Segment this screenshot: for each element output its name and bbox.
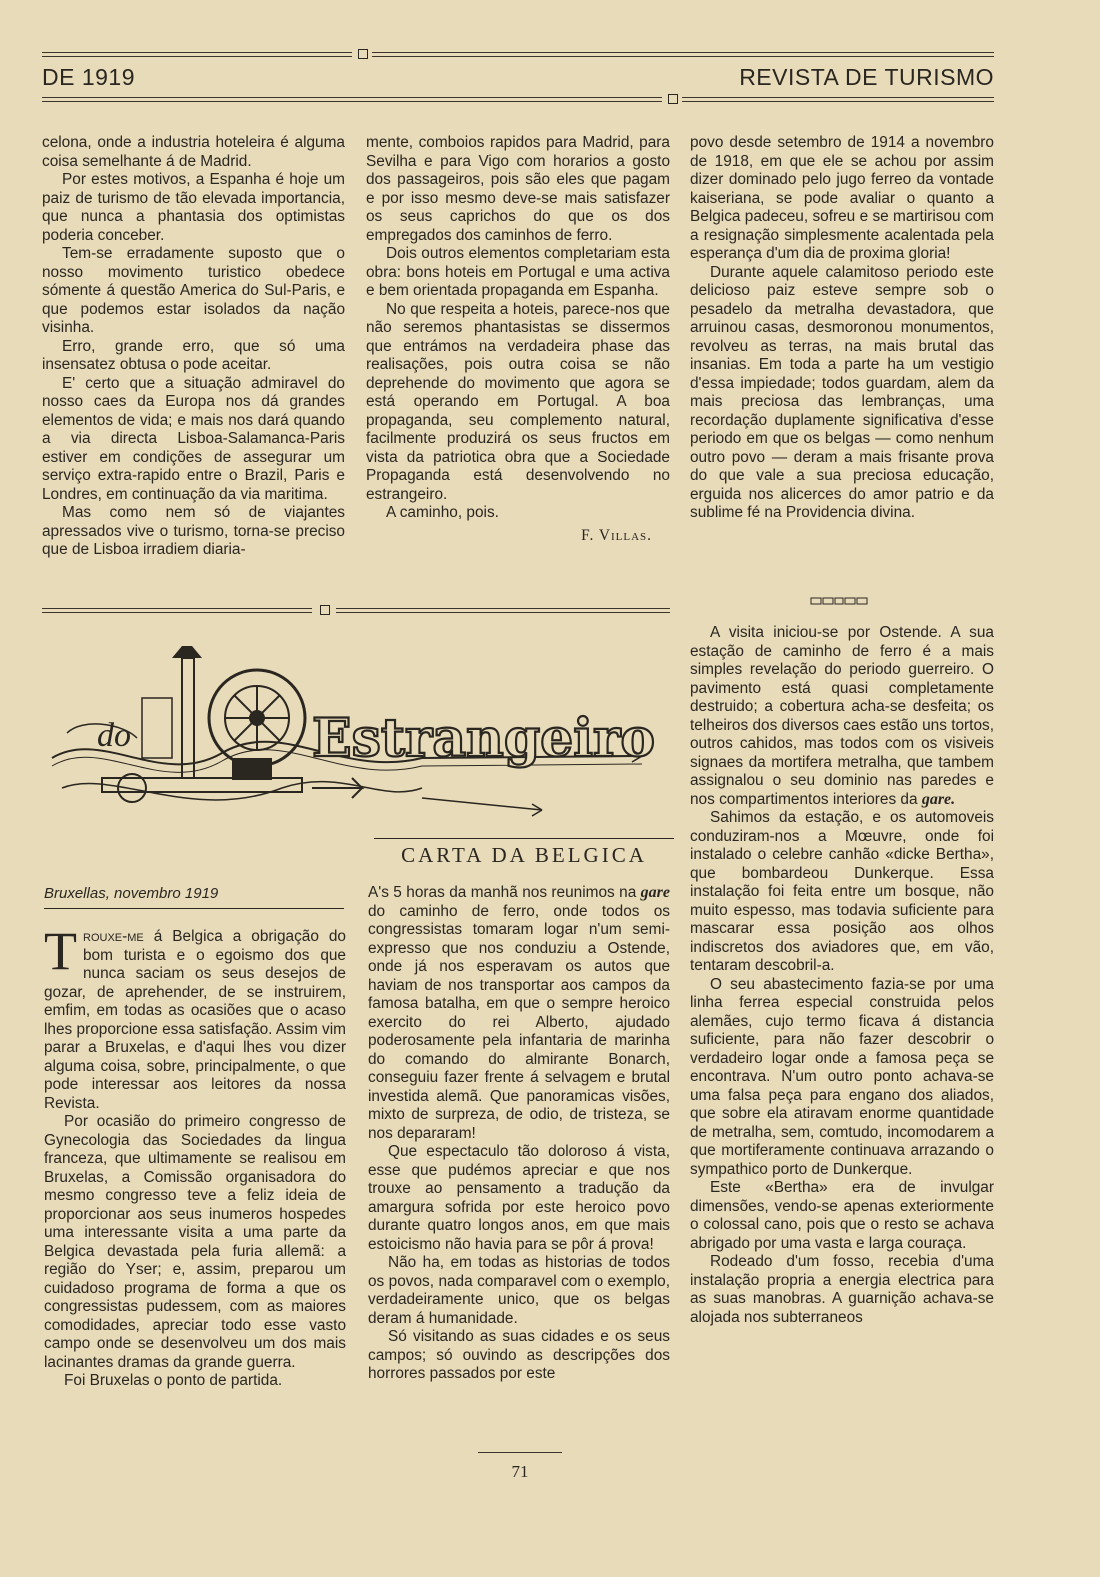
- column-3-bottom: [690, 624, 994, 1327]
- section-ornament: [320, 605, 330, 615]
- header-date: DE 1919: [42, 64, 136, 90]
- paragraph: [368, 884, 670, 1143]
- paragraph: Tem-se erradamente suposto que o nosso movimento turistico obedece sómente á questão America do Sul-Paris, e que podemos estar isolados da nação visinha.: [42, 245, 345, 336]
- column-2-bottom: [368, 884, 670, 1384]
- dateline: Bruxellas, novembro 1919: [44, 885, 344, 909]
- header-top-rule-right: [372, 52, 994, 57]
- paragraph: povo desde setembro de 1914 a novembro de 1918, em que ele se achou por assim dizer dominado pelo jugo ferreo da vontade kaiseriana, se pode avaliar o quanto a Belgica padeceu, sofreu e se martirisou com a resignação simplesmente acalentada pela esperança d'um dia de proxima gloria!: [690, 134, 994, 262]
- banner-illustration: [42, 638, 672, 828]
- paragraph: Dois outros elementos completariam esta obra: bons hoteis em Portugal e uma activa e bem orientada propaganda em Espanha.: [366, 245, 670, 299]
- paragraph: Que espectaculo tão doloroso á vista, esse que pudémos apreciar e que nos trouxe ao pensamento a tradução da amargura sofrida por este heroico povo durante quatro longos anos, em que mais estoicismo não havia para se pôr á prova!: [368, 1143, 670, 1253]
- banner-small-text: do: [97, 717, 131, 754]
- footer-rule: [478, 1452, 562, 1453]
- emphasis: gare: [640, 884, 670, 901]
- paragraph-text: A's 5 horas da manhã nos reunimos na: [368, 884, 641, 901]
- header-magazine-title: REVISTA DE TURISMO: [739, 64, 994, 90]
- paragraph: [44, 921, 346, 1113]
- author-signature: F. Villas.: [581, 526, 652, 544]
- column-1-top: [42, 134, 345, 560]
- paragraph: Por ocasião do primeiro congresso de Gynecologia das Sociedades da lingua franceza, que ultimamente se realisou em Bruxelas, a Comissão organisadora do mesmo congresso teve a feliz ideia de proporcionar aos seus inumeros hospedes uma interessante visita a uma parte da Belgica devastada pela furia allemã: a região do Yser; e, assim, preparou um cuidadoso programa de forma a que os congressistas pudessem, com as maiores comodidades, apreciar todo esse vasto campo onde se desenvolveu um dos mais lacinantes dramas da grande guerra.: [44, 1113, 346, 1371]
- paragraph: O seu abastecimento fazia-se por uma linha ferrea especial construida pelos alemães, cujo termo ficava á distancia suficiente, para não fazer descobrir o verdadeiro logar onde a famosa peça se encontrava. N'um outro ponto achava-se uma falsa peça para engano dos aliados, que sobre ela atiravam enorme quantidade de metralha, sem, comtudo, incomodarem a que mortiferamente continuava arrazando o sympathico porto de Dunkerque.: [690, 975, 994, 1178]
- paragraph-text: A visita iniciou-se por Ostende. A sua estação de caminho de ferro é a mais simples revelação do periodo guerreiro. O pavimento está quasi completamente destruido; a cobertura acha-se desfeita; os telheiros dos diversos caes estão uns tortos, outros cahidos, mas todos com os visiveis signaes da mortifera metralha, que tambem assignalou o seu dominio nas paredes e nos compartimentos interiores da: [690, 624, 994, 808]
- paragraph: Durante aquele calamitoso periodo este delicioso paiz esteve sempre sob o pesadelo da metralha devastadora, que arruinou casas, desmoronou monumentos, revolveu as terras, na mais brutal das insanias. Em toda a parte ha um vestigio d'essa impiedade; todos guardam, alem da mais preciosa das lembranças, uma recordação duplamente significativa d'esse periodo em que os belgas — como nenhum outro povo — deram a mais frisante prova do que vale a sua preciosa educação, erguida nos alicerces do amor patrio e da sublime fé na Providencia divina.: [690, 263, 994, 521]
- paragraph: Rodeado d'um fosso, recebia d'uma instalação propria a energia electrica para as suas manobras. A guarnição achava-se alojada nos subterraneos: [690, 1253, 994, 1326]
- paragraph: [690, 624, 994, 809]
- header-ornament: [358, 49, 368, 59]
- paragraph: Só visitando as suas cidades e os seus campos; só ouvindo as descripções dos horrores passados por este: [368, 1328, 670, 1382]
- paragraph: Sahimos da estação, e os automoveis conduziram-nos a Mœuvre, onde foi instalado o celebre canhão «dicke Bertha», que bombardeou Dunkerque. Essa instalação foi feita entre um bosque, não muito espesso, mas todavia suficiente para mascarar essa posição aos olhos indiscretos dos aviadores que, em vão, tentaram descobril-a.: [690, 809, 994, 974]
- paragraph: Foi Bruxelas o ponto de partida.: [64, 1372, 283, 1389]
- column-3-top: [690, 134, 994, 523]
- paragraph: Mas como nem só de viajantes apressados vive o turismo, torna-se preciso que de Lisboa irradiem diaria-: [42, 504, 345, 558]
- banner-title: Estrangeiro: [312, 708, 656, 769]
- paragraph: A caminho, pois.: [386, 504, 499, 521]
- paragraph: Não ha, em todas as historias de todos os povos, nada comparavel com o exemplo, verdadeiramente unico, que os belgas deram á humanidade.: [368, 1254, 670, 1327]
- emphasis: gare.: [921, 790, 956, 808]
- page-number: 71: [511, 1462, 529, 1481]
- lead-small-caps: rouxe-me: [83, 928, 144, 945]
- paragraph: celona, onde a industria hoteleira é alguma coisa semelhante á de Madrid.: [42, 134, 345, 170]
- paragraph: E' certo que a situação admiravel do nosso caes da Europa nos dá grandes elementos de vida; e mais nos dará quando a via directa Lisboa-Salamanca-Paris estiver em condições de assegurar um serviço extra-rapido entre o Brazil, Paris e Londres, em continuação da via maritima.: [42, 374, 345, 503]
- paragraph: mente, comboios rapidos para Madrid, para Sevilha e para Vigo com horarios a gosto dos passageiros, pois são eles que pagam e por isso mesmo deve-se mais satisfazer os seus caprichos do que os dos empregados dos caminhos de ferro.: [366, 134, 670, 244]
- paragraph-text: á Belgica a obrigação do bom turista e o egoismo dos que nunca saciam os seus desejos de gozar, de aprehender, de se instruirem, emfim, em todas as ocasiões que o acaso lhes proporcione essa satisfação. Assim vim parar a Bruxelas, e d'aqui lhes vou dizer alguma coisa, sobre, principalmente, o que pode interessar aos leitores da nossa Revista.: [44, 928, 346, 1112]
- header-bottom-rule-right: [682, 97, 994, 102]
- paragraph: Por estes motivos, a Espanha é hoje um paiz de turismo de tão elevada importancia, que nunca a phantasia dos optimistas poderia conceber.: [42, 171, 345, 244]
- column-ornament: [810, 596, 870, 609]
- header-bottom-rule: [42, 97, 662, 102]
- column-2-top: [366, 134, 670, 545]
- header-top-rule: [42, 52, 352, 57]
- section-title: CARTA DA BELGICA: [374, 838, 674, 868]
- section-rule-left: [42, 608, 312, 613]
- drop-cap: T: [44, 921, 77, 981]
- paragraph: Este «Bertha» era de invulgar dimensões, vendo-se apenas exteriormente o colossal cano, pois que o resto se achava abrigado por uma vasta e larga couraça.: [690, 1179, 994, 1252]
- paragraph: No que respeita a hoteis, parece-nos que não seremos phantasistas se dissermos que entrámos na verdadeira phase das realisações, pois outra coisa se não deprehende do movimento que agora se está operando em Portugal. A boa propaganda, seu complemento natural, facilmente produzirá os seus fructos em vista da patriotica obra que a Sociedade Propaganda está desenvolvendo no estrangeiro.: [366, 300, 670, 503]
- section-rule-right: [336, 608, 670, 613]
- paragraph-text: do caminho de ferro, onde todos os congressistas tomaram logar n'um semi-expresso que nos conduziu a Ostende, onde já nos esperavam os autos que haviam de nos transportar aos campos da famosa batalha, em que o sempre heroico exercito do rei Alberto, ajudado poderosamente pela infantaria de marinha do comando do almirante Bonarch, conseguiu fazer frente á selvagem e brutal investida alemã. Que panoramicas visões, mixto de surpreza, de odio, de tristeza, se nos depararam!: [368, 902, 670, 1142]
- header-ornament-bottom: [668, 94, 678, 104]
- column-1-bottom: [44, 921, 346, 1391]
- paragraph: Erro, grande erro, que só uma insensatez obtusa o pode aceitar.: [42, 337, 345, 373]
